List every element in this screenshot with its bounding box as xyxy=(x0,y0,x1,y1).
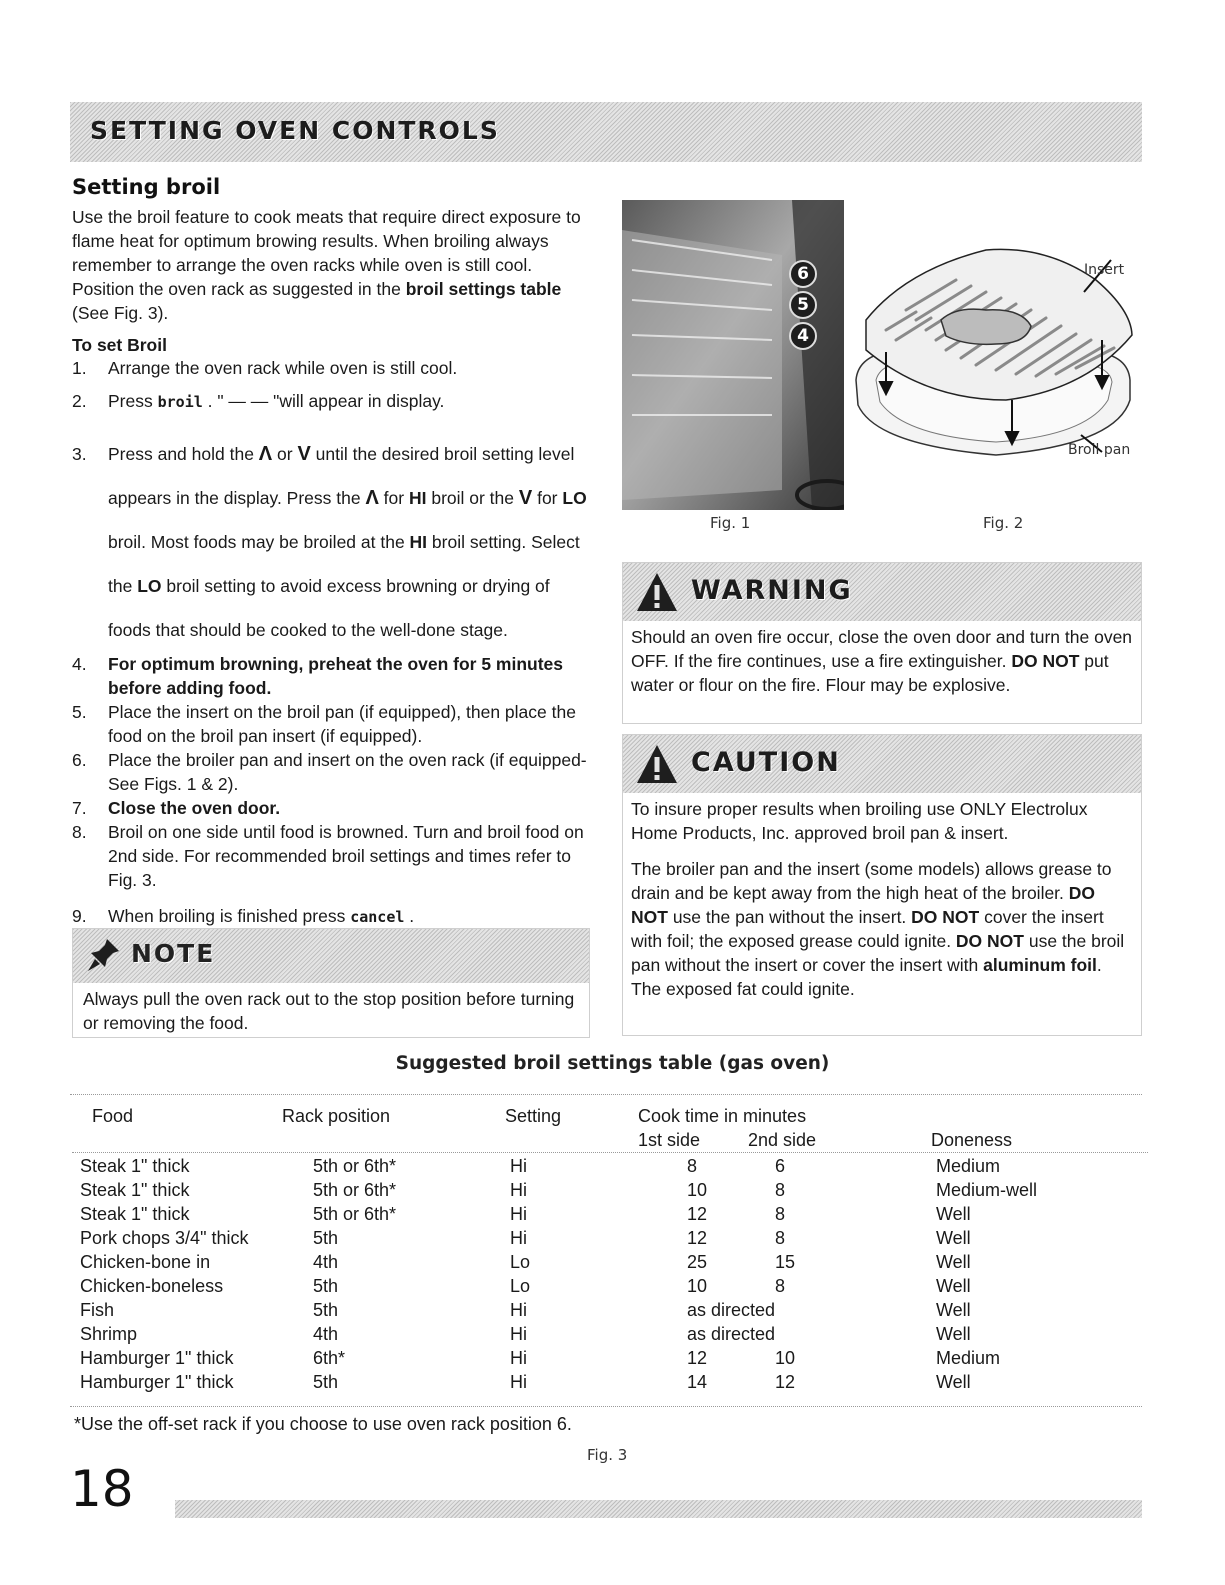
cell-setting: Hi xyxy=(510,1348,527,1368)
table-row xyxy=(78,1178,1142,1202)
down-arrow-icon: V xyxy=(297,443,311,465)
warning-header xyxy=(623,563,1141,621)
step-5: 5. Place the insert on the broil pan (if equipped), then place the food on the broil pan insert (if equipped). xyxy=(72,702,576,746)
table-row xyxy=(78,1346,1142,1370)
caution-title: CAUTION xyxy=(691,747,841,778)
header-doneness: Doneness xyxy=(931,1130,1013,1150)
cell-setting: Lo xyxy=(510,1276,531,1296)
cell-setting: Lo xyxy=(510,1252,531,1272)
cell-rack: 5th or 6th* xyxy=(313,1156,397,1176)
cell-rack: 5th xyxy=(313,1276,339,1296)
table-row xyxy=(78,1226,1142,1250)
header-2nd-side: 2nd side xyxy=(748,1130,817,1150)
down-arrow-icon: V xyxy=(518,487,533,509)
step-3: 3. Press and hold the Λ or V until the desired broil setting level appears in the display. Press the Λ for HI broil or the V for LO broil. Most foods may be broiled at the HI broil setting. Select the LO broil setting to avoid excess browning or drying of foods that should be cooked to the well-done stage. xyxy=(72,443,587,640)
table-row xyxy=(78,1154,1142,1178)
header-1st-side: 1st side xyxy=(638,1130,701,1150)
cell-1st-side: as directed xyxy=(687,1324,776,1344)
cell-2nd-side: 6 xyxy=(775,1156,786,1176)
cell-doneness: Well xyxy=(936,1300,971,1320)
cell-1st-side: 12 xyxy=(687,1204,708,1224)
cell-1st-side: 10 xyxy=(687,1276,708,1296)
cell-1st-side: 12 xyxy=(687,1348,708,1368)
header-setting: Setting xyxy=(505,1106,562,1126)
step-9: 9. When broiling is finished press cancel . xyxy=(72,906,415,926)
up-arrow-icon: Λ xyxy=(365,487,379,509)
cell-1st-side: 10 xyxy=(687,1180,708,1200)
cell-rack: 5th xyxy=(313,1228,339,1248)
warning-title: WARNING xyxy=(691,575,853,606)
note-text: Always pull the oven rack out to the stop position before turning or removing the food. xyxy=(83,989,575,1033)
cell-doneness: Medium xyxy=(936,1156,1001,1176)
cell-2nd-side: 15 xyxy=(775,1252,796,1272)
cell-rack: 5th or 6th* xyxy=(313,1180,397,1200)
cell-food: Pork chops 3/4" thick xyxy=(80,1228,249,1248)
fig1-caption: Fig. 1 xyxy=(710,514,751,532)
cell-doneness: Medium xyxy=(936,1348,1001,1368)
cell-1st-side: 25 xyxy=(687,1252,708,1272)
cell-rack: 5th or 6th* xyxy=(313,1204,397,1224)
insert-label: Insert xyxy=(1084,262,1125,278)
table-row xyxy=(78,1202,1142,1226)
section-banner xyxy=(70,102,1142,162)
step-6: 6. Place the broiler pan and insert on the oven rack (if equipped-See Figs. 1 & 2). xyxy=(72,750,587,794)
broil-settings-table xyxy=(78,1104,1142,1394)
table-row xyxy=(78,1274,1142,1298)
steps-list xyxy=(72,356,592,929)
cell-food: Shrimp xyxy=(80,1324,138,1344)
cell-doneness: Well xyxy=(936,1276,971,1296)
table-row xyxy=(78,1298,1142,1322)
cell-doneness: Well xyxy=(936,1252,971,1272)
cell-setting: Hi xyxy=(510,1180,527,1200)
oven-interior-illustration xyxy=(622,200,844,510)
caution-paragraph-1: To insure proper results when broiling use ONLY Electrolux Home Products, Inc. approved broil pan & insert. xyxy=(631,799,1088,843)
cell-setting: Hi xyxy=(510,1372,527,1392)
cell-food: Chicken-boneless xyxy=(80,1276,224,1296)
note-box xyxy=(72,928,590,1038)
cell-rack: 6th* xyxy=(313,1348,346,1368)
intro-paragraph: Use the broil feature to cook meats that require direct exposure to flame heat for optimum browing results. When broiling always remember to arrange the oven racks while oven is still cool. Position the oven rack as suggested in the broil settings table (See Fig. 3). xyxy=(72,207,581,323)
warning-text: Should an oven fire occur, close the oven door and turn the oven OFF. If the fire continues, use a fire extinguisher. DO NOT put water or flour on the fire. Flour may be explosive. xyxy=(631,627,1133,695)
cell-2nd-side: 8 xyxy=(775,1180,786,1200)
cell-2nd-side: 8 xyxy=(775,1276,786,1296)
table-row xyxy=(78,1370,1142,1394)
table-footnote: *Use the off-set rack if you choose to use oven rack position 6. xyxy=(74,1414,572,1434)
cell-setting: Hi xyxy=(510,1300,527,1320)
fig3-caption: Fig. 3 xyxy=(587,1446,628,1464)
cell-rack: 5th xyxy=(313,1372,339,1392)
table-title: Suggested broil settings table (gas oven) xyxy=(395,1053,830,1074)
table-body xyxy=(78,1154,1142,1394)
cell-setting: Hi xyxy=(510,1204,527,1224)
cell-doneness: Well xyxy=(936,1228,971,1248)
section-title: Setting broil xyxy=(72,175,221,199)
cell-food: Chicken-bone in xyxy=(80,1252,211,1272)
cell-2nd-side: 12 xyxy=(775,1372,796,1392)
table-header-row-2 xyxy=(78,1128,1142,1152)
cell-food: Hamburger 1" thick xyxy=(80,1348,234,1368)
cell-1st-side: 14 xyxy=(687,1372,708,1392)
cell-food: Steak 1" thick xyxy=(80,1204,190,1224)
table-header-row-1 xyxy=(78,1104,1142,1128)
cell-food: Fish xyxy=(80,1300,115,1320)
left-column xyxy=(72,175,592,929)
step-4: 4. For optimum browning, preheat the oven for 5 minutes before adding food. xyxy=(72,654,564,698)
up-arrow-icon: Λ xyxy=(258,443,273,465)
note-title: NOTE xyxy=(131,939,216,968)
caution-paragraph-2: The broiler pan and the insert (some models) allows grease to drain and be kept away from the high heat of the broiler. DO NOT use the pan without the insert. DO NOT cover the insert with foil; the exposed grease could ignite. DO NOT use the broil pan without the insert or cover the insert with aluminum foil. The exposed fat could ignite. xyxy=(631,859,1125,999)
warning-box xyxy=(622,562,1142,724)
rack-badge-6: 6 xyxy=(789,260,817,288)
cell-setting: Hi xyxy=(510,1324,527,1344)
table-top-rule xyxy=(70,1094,1142,1095)
cell-2nd-side: 8 xyxy=(775,1204,786,1224)
banner-title: SETTING OVEN CONTROLS xyxy=(90,116,500,145)
cell-setting: Hi xyxy=(510,1156,527,1176)
cell-rack: 4th xyxy=(313,1324,339,1344)
cell-food: Hamburger 1" thick xyxy=(80,1372,234,1392)
cell-1st-side: 12 xyxy=(687,1228,708,1248)
cell-rack: 4th xyxy=(313,1252,339,1272)
table-row xyxy=(78,1322,1142,1346)
cell-2nd-side: 10 xyxy=(775,1348,796,1368)
oven-rack-photo xyxy=(622,200,844,510)
header-cook-time: Cook time in minutes xyxy=(638,1106,807,1126)
step-2: 2. Press broil . " — — "will appear in display. xyxy=(72,391,445,411)
broil-pan-label: Broil pan xyxy=(1068,442,1131,458)
step-7: 7. Close the oven door. xyxy=(72,798,281,818)
step-1: 1. Arrange the oven rack while oven is still cool. xyxy=(72,358,458,378)
cell-food: Steak 1" thick xyxy=(80,1180,190,1200)
footer-bar xyxy=(175,1500,1142,1518)
caution-triangle-icon xyxy=(635,743,679,787)
header-food: Food xyxy=(92,1106,134,1126)
warning-triangle-icon xyxy=(635,571,679,615)
broil-pan-drawing xyxy=(846,240,1146,470)
page-number: 18 xyxy=(70,1460,134,1518)
table-row xyxy=(78,1250,1142,1274)
cell-1st-side: 8 xyxy=(687,1156,698,1176)
cell-doneness: Medium-well xyxy=(936,1180,1038,1200)
note-header xyxy=(73,929,589,983)
rack-badge-5: 5 xyxy=(789,291,817,319)
cell-rack: 5th xyxy=(313,1300,339,1320)
cell-doneness: Well xyxy=(936,1324,971,1344)
cell-doneness: Well xyxy=(936,1372,971,1392)
header-rack: Rack position xyxy=(282,1106,391,1126)
cancel-key-label: cancel xyxy=(350,908,405,926)
cell-1st-side: as directed xyxy=(687,1300,776,1320)
cell-doneness: Well xyxy=(936,1204,971,1224)
rack-badge-4: 4 xyxy=(789,322,817,350)
fig2-caption: Fig. 2 xyxy=(983,514,1024,532)
caution-box xyxy=(622,734,1142,1036)
pushpin-icon xyxy=(87,937,121,973)
caution-header xyxy=(623,735,1141,793)
broil-key-label: broil xyxy=(157,393,203,411)
step-8: 8. Broil on one side until food is browned. Turn and broil food on 2nd side. For recommended broil settings and times refer to Fig. 3. xyxy=(72,822,584,890)
subheading-to-set-broil: To set Broil xyxy=(72,335,167,355)
cell-food: Steak 1" thick xyxy=(80,1156,190,1176)
cell-2nd-side: 8 xyxy=(775,1228,786,1248)
table-bottom-rule xyxy=(70,1406,1142,1407)
cell-setting: Hi xyxy=(510,1228,527,1248)
